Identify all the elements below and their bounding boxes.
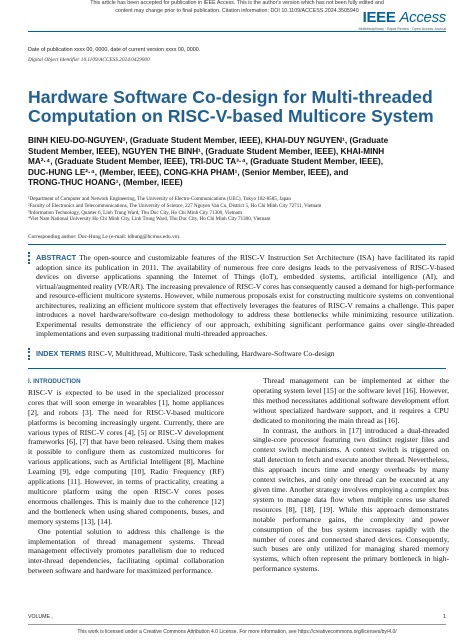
title-line: Computation on RISC-V-based Multicore System xyxy=(28,106,434,126)
affiliations xyxy=(28,196,448,223)
header-rule xyxy=(28,31,446,32)
affiliation-line: ⁴Viet Nam National University Ho Chi Minh City, Linh Trung Ward, Thu Duc City, Ho Chi Minh City 71300, Vietnam xyxy=(28,216,271,223)
volume-label: VOLUME , xyxy=(28,614,53,620)
left-column xyxy=(28,377,224,576)
author-line: BINH KIEU-DO-NGUYEN¹, (Graduate Student Member, IEEE), KHAI-DUY NGUYEN¹, (Graduate xyxy=(28,136,389,145)
section-heading: I. INTRODUCTION xyxy=(28,378,81,385)
doi-line: Digital Object Identifier 10.1109/ACCESS.2024.0429000 xyxy=(28,57,150,63)
intro-paragraph: Thread management can be implemented at either the operating system level [15] or the software level [16]. However, this method necessitates additional software development effort without specialized hardware support, and it requires a CPU dedicated to monitoring the main thread as [16]. xyxy=(253,376,449,425)
license-notice: This work is licensed under a Creative Commons Attribution 4.0 License. For more information, see https://creativecommons.org/licenses/by/4.0/ xyxy=(77,629,397,635)
intro-paragraph: RISC-V is expected to be used in the specialized processor cores that will soon emerge in wearables [1], home appliances [2], and robots [3]. The need for RISC-V-based multicore platforms is becoming increasingly urgent. Currently, there are various types of RISC-V cores [4], [5] or RISC-V development frameworks [6], [7] that have been released. Using them makes it possible to configure them as customized multicores for various applications, such as Artificial Intelligent [8], Machine Learning [9], edge computing [10], Radio Frequency (RF) applications [11]. However, in terms of practicality, creating a multicore platform using the open RISC-V cores poses enormous challenges. This is mainly due to the coherence [12] and the bottleneck when using shared components, buses, and memory systems [13], [14]. xyxy=(28,387,224,526)
publication-date: Date of publication xxxx 00, 0000, date of current version xxxx 00, 0000. xyxy=(28,47,201,53)
logo-ieee: IEEE xyxy=(362,9,396,26)
author-line: DUC-HUNG LE²·⁴, (Member, IEEE), CONG-KHA PHAM¹, (Senior Member, IEEE), and xyxy=(28,167,349,177)
body-rule xyxy=(28,368,446,369)
publication-notice-line: content may change prior to final publication. Citation information: DOI 10.1109/ACCESS.2024.3505940 xyxy=(115,7,359,14)
title-line: Hardware Software Co-design for Multi-threaded xyxy=(28,87,433,107)
index-terms-marker xyxy=(28,348,30,360)
author-line: Student Member, IEEE), NGUYEN THE BINH¹, (Graduate Student Member, IEEE), KHAI-MINH xyxy=(28,146,385,156)
corresponding-author: Corresponding author: Duc-Hung Le (e-mail: ldhung@hcmus.edu.vn). xyxy=(28,234,181,240)
affiliation-line: ¹Department of Computer and Network Engineering, The University of Electro-Communications (UEC), Tokyo 182-8585, Japan xyxy=(28,196,291,202)
right-column xyxy=(253,376,449,574)
author-list xyxy=(28,136,448,189)
affiliation-line: ²Faculty of Electronics and Telecommunications, The University of Science, 227 Nguyen Van Cu, District 5, Ho Chi Minh City 72711, Vietnam xyxy=(28,202,322,209)
publication-notice-line: This article has been accepted for publication in IEEE Access. This is the author's version which has not been fully edited and xyxy=(90,0,384,6)
author-line: TRONG-THUC HOANG¹, (Member, IEEE) xyxy=(28,178,183,187)
affiliation-line: ³Information Technology, Quarter 6, Linh Trung Ward, Thu Duc City, Ho Chi Minh City 71300, Vietnam xyxy=(28,209,242,216)
index-terms-label: INDEX TERMS xyxy=(36,349,86,358)
logo-tagline: Multidisciplinary : Rapid Review : Open Access Journal xyxy=(358,27,446,31)
index-terms xyxy=(36,349,335,358)
abstract-marker xyxy=(28,252,30,264)
abstract-label: ABSTRACT xyxy=(36,253,77,262)
footer-rule xyxy=(28,624,446,625)
intro-paragraph: In contrast, the authors in [17] introduced a dual-threaded single-core processor featuring two distinct register files and context switch mechanisms. A context switch is triggered on stall detection to fetch and execute another thread. Nevertheless, this approach incurs time and energy overheads by many context switches, and only one thread can be executed at any given time. Another strategy involves employing a complex bus system to manage data flow when multiple cores use shared resources [8], [18], [19]. While this approach demonstrates notable performance gains, the complexity and power consumption of the bus system increases rapidly with the number of cores and connected shared devices. Consequently, such buses are only utilized for managing shared memory systems, which often represent the primary bottleneck in high-performance systems. xyxy=(253,425,449,574)
page-number: 1 xyxy=(443,614,446,620)
author-line: MA²·⁴, (Graduate Student Member, IEEE), TRI-DUC TA³·⁴, (Graduate Student Member, IEEE), xyxy=(28,157,384,166)
intro-paragraph: One potential solution to address this challenge is the implementation of thread management systems. Thread management effectively promotes parallelism due to reduced inter-thread dependencies, facilitating optimal collaboration between software and hardware for maximized performance. xyxy=(28,526,224,576)
abstract-rule xyxy=(28,244,446,245)
ieee-access-logo xyxy=(363,9,446,26)
logo-access: Access xyxy=(399,9,446,26)
index-terms-text: RISC-V, Multithread, Multicore, Task scheduling, Hardware-Software Co-design xyxy=(87,349,335,358)
abstract-text: The open-source and customizable features of the RISC-V Instruction Set Architecture (ISA) have facilitated its rapid adoption since its publication in 2011. The availability of numerous free core designs leads to the pervasiveness of RISC-V-based devices on diverse applications spanning the Internet of Things (IoT), embedded systems, artificial intelligence (AI), and virtual/augmented reality (VR/AR). The increasing prevalence of RISC-V cores has consequently caused a demand for high-performance and resource-efficient multicore systems. However, while numerous proposals exist for constructing multicore systems on conventional architectures, realizing an efficient multicore system that effectively leverages the features of RISC-V remains a challenge. This paper introduces a novel hardware/software co-design methodology to address these bottlenecks while minimizing resource utilization. Experimental results demonstrate the efficiency of our approach, exhibiting significant performance gains over single-threaded implementations and even surpassing traditional multi-threaded approaches. xyxy=(36,253,455,338)
abstract-block xyxy=(36,253,454,339)
paper-title xyxy=(28,88,448,126)
